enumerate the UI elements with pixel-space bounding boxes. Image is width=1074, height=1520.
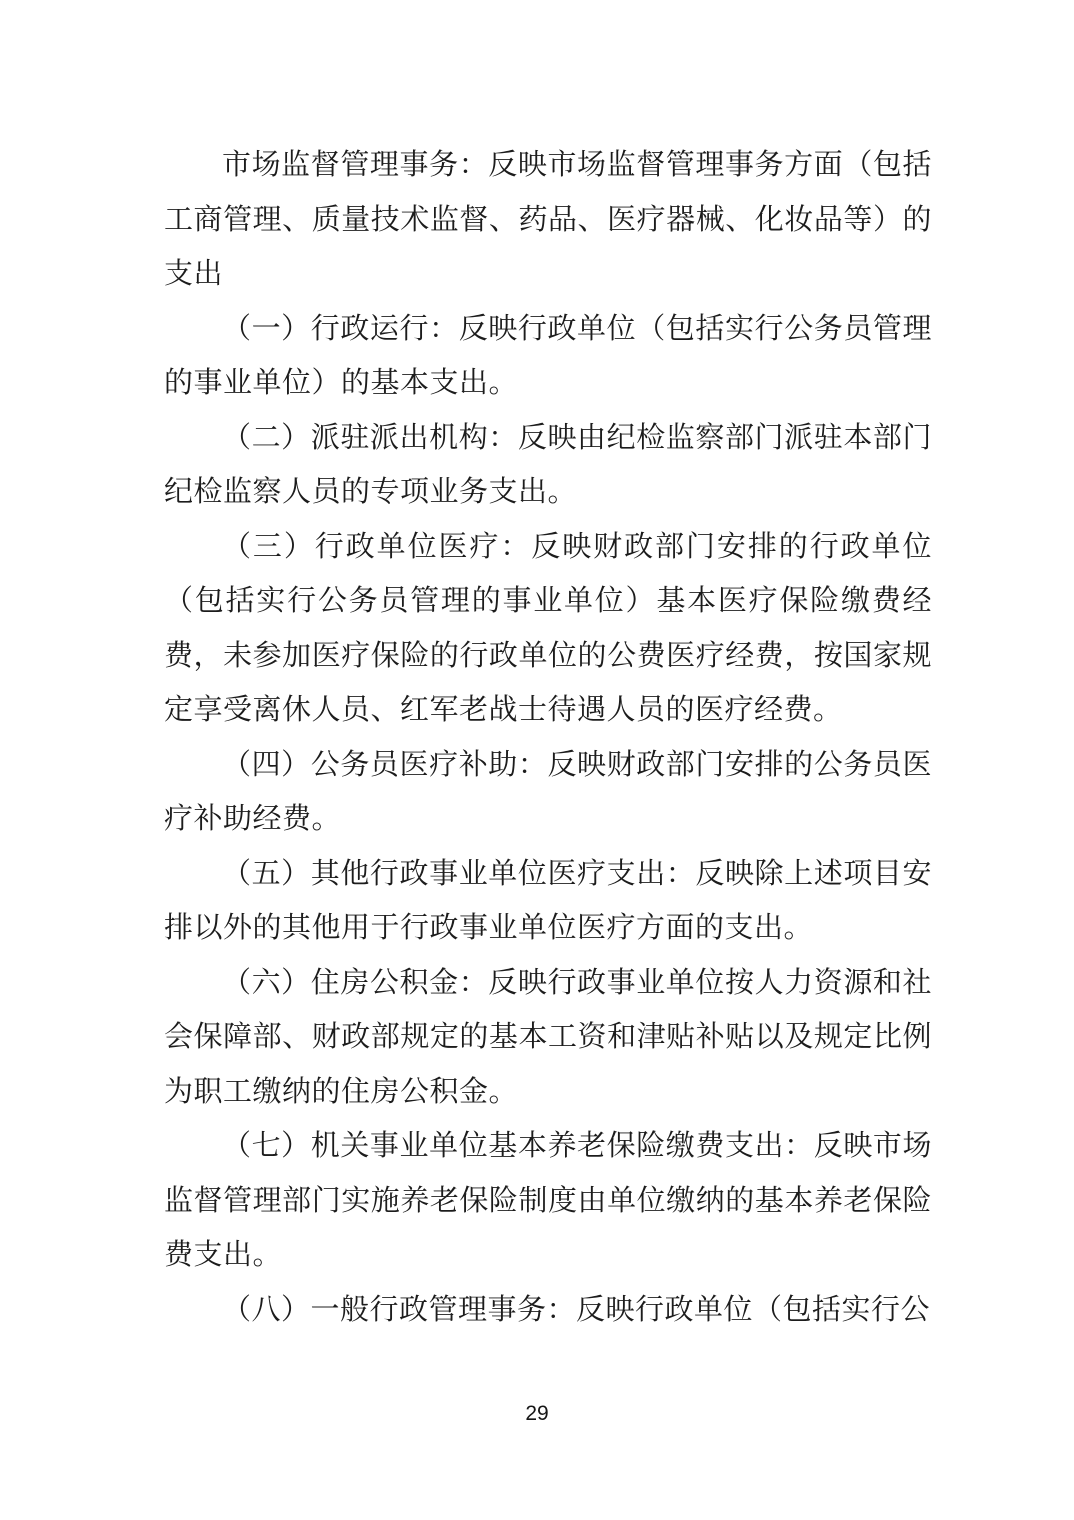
paragraph: （六）住房公积金：反映行政事业单位按人力资源和社会保障部、财政部规定的基本工资和津贴补贴以及规定比例为职工缴纳的住房公积金。 (164, 966, 932, 1108)
paragraph: 市场监督管理事务：反映市场监督管理事务方面（包括工商管理、质量技术监督、药品、医疗器械、化妆品等）的支出 (164, 149, 932, 290)
paragraph: （八）一般行政管理事务：反映行政单位（包括实行公 (222, 1293, 931, 1326)
paragraph: （七）机关事业单位基本养老保险缴费支出：反映市场监督管理部门实施养老保险制度由单位缴纳的基本养老保险费支出。 (164, 1130, 932, 1271)
document-body (164, 138, 932, 1337)
paragraph: （二）派驻派出机构：反映由纪检监察部门派驻本部门纪检监察人员的专项业务支出。 (164, 421, 932, 508)
paragraph: （三）行政单位医疗：反映财政部门安排的行政单位（包括实行公务员管理的事业单位）基本医疗保险缴费经费，未参加医疗保险的行政单位的公费医疗经费，按国家规定享受离休人员、红军老战士待遇人员的医疗经费。 (164, 530, 932, 726)
paragraph: （一）行政运行：反映行政单位（包括实行公务员管理的事业单位）的基本支出。 (164, 312, 932, 399)
page-number: 29 (525, 1402, 549, 1425)
paragraph: （四）公务员医疗补助：反映财政部门安排的公务员医疗补助经费。 (164, 748, 932, 835)
paragraph: （五）其他行政事业单位医疗支出：反映除上述项目安排以外的其他用于行政事业单位医疗方面的支出。 (164, 857, 932, 944)
